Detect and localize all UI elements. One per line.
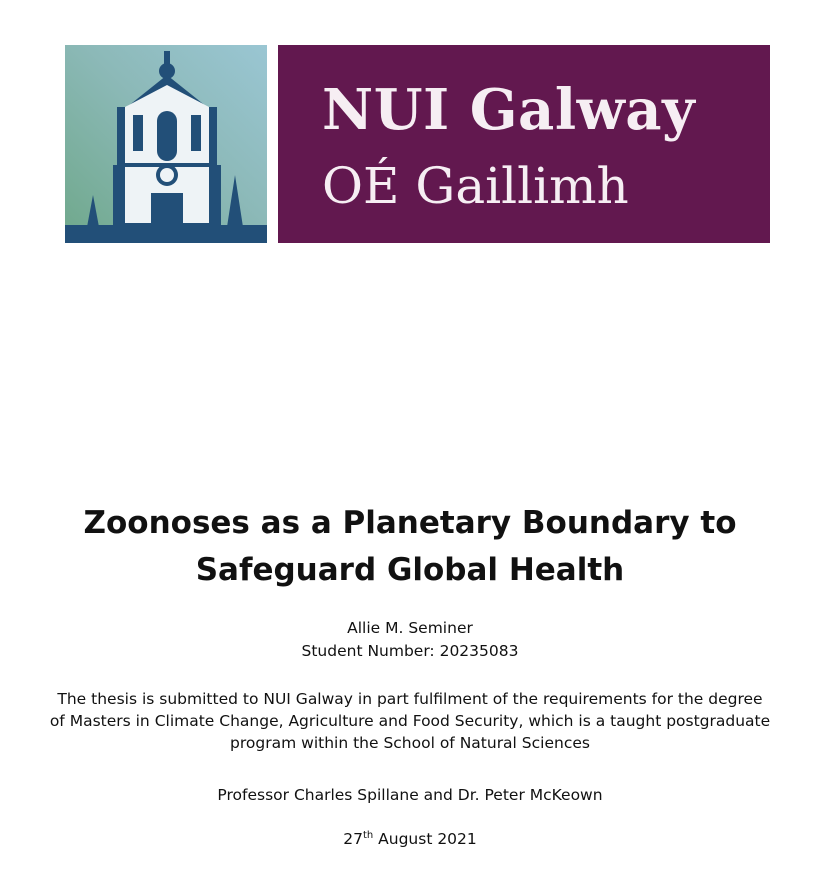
logo-banner (278, 45, 770, 243)
student-number: Student Number: 20235083 (301, 642, 519, 660)
submission-statement-line-3: program within the School of Natural Sciences (230, 734, 590, 752)
date-month-year: August 2021 (378, 830, 477, 848)
submission-date (0, 830, 820, 848)
thesis-title-line-2: Safeguard Global Health (195, 552, 625, 588)
date-day: 27 (343, 830, 363, 848)
logo-text-english: NUI Galway (322, 77, 696, 143)
submission-statement (0, 688, 820, 754)
author-name: Allie M. Seminer (347, 619, 473, 637)
thesis-title-line-1: Zoonoses as a Planetary Boundary to (83, 505, 737, 541)
clock-tower-icon (65, 45, 267, 243)
submission-statement-line-2: of Masters in Climate Change, Agriculture and Food Security, which is a taught postgraduate (49, 712, 771, 730)
submission-statement-line-1: The thesis is submitted to NUI Galway in part fulfilment of the requirements for the degree (57, 690, 763, 708)
supervisors: Professor Charles Spillane and Dr. Peter McKeown (217, 786, 603, 804)
date-day-suffix: th (362, 830, 374, 841)
logo-text-irish: OÉ Gaillimh (322, 157, 629, 215)
university-logo (65, 45, 770, 243)
thesis-title (0, 500, 820, 594)
